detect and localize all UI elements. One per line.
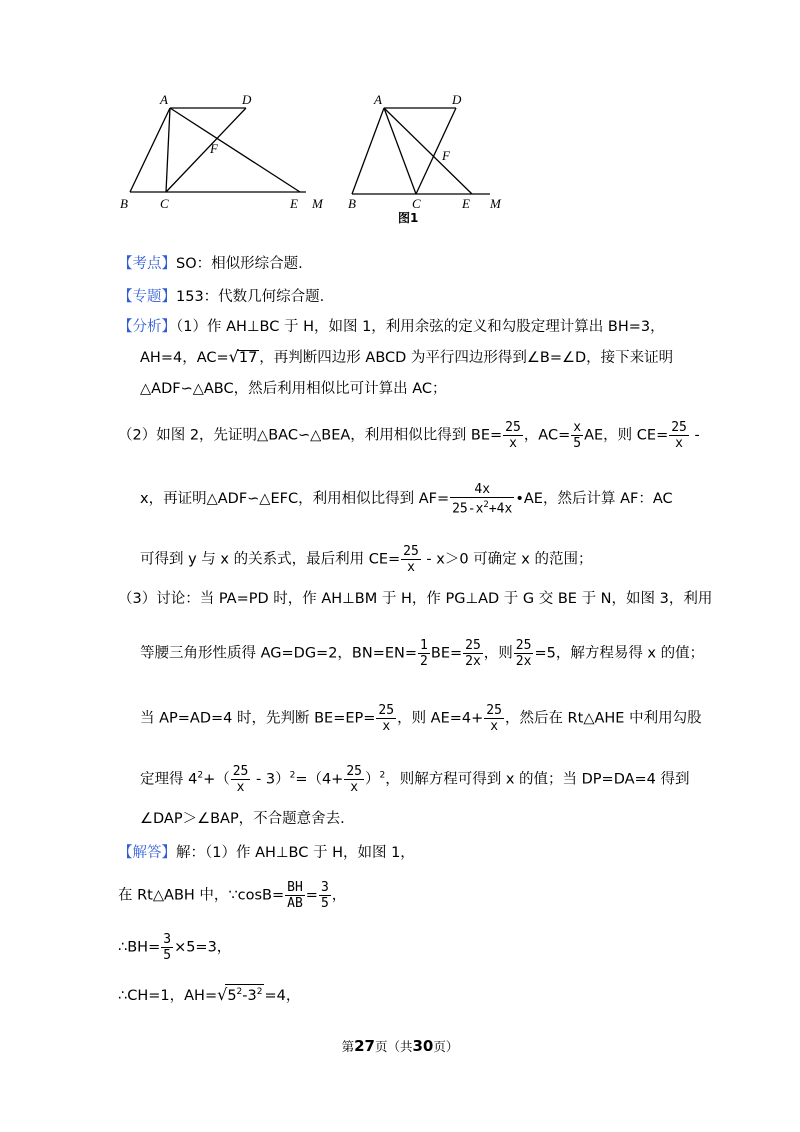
fraction xyxy=(484,703,504,734)
text: =5，解方程易得 x 的值； xyxy=(534,645,705,662)
fenxi-text: （1）作 AH⊥BC 于 H，如图 1，利用余弦的定义和勾股定理计算出 BH=3， xyxy=(176,319,665,335)
footer-text: 页） xyxy=(433,1039,459,1054)
denominator: x xyxy=(509,436,517,451)
part2-line-1 xyxy=(118,420,700,451)
sqrt-symbol: √ xyxy=(217,985,228,1004)
denominator: x xyxy=(350,780,359,795)
part3-line-2 xyxy=(140,638,704,669)
denominator: x xyxy=(382,719,391,734)
numerator: 25 xyxy=(515,638,532,653)
zhuanti-line xyxy=(118,286,324,308)
jieda-line-2 xyxy=(118,880,346,911)
fraction xyxy=(319,880,331,911)
part3-line-5 xyxy=(140,808,345,830)
exponent: 2 xyxy=(483,500,489,510)
label-C: C xyxy=(160,196,169,211)
denominator: AB xyxy=(287,896,303,911)
part3-line-4 xyxy=(140,764,690,795)
text: 当 AP=AD=4 时，先判断 BE=EP= xyxy=(140,710,376,727)
text: ∴CH=1，AH= xyxy=(118,988,218,1004)
numerator: 25 xyxy=(465,638,481,653)
denominator: 5 xyxy=(320,896,329,911)
text: ∴BH= xyxy=(118,939,161,956)
page-number: 27 xyxy=(354,1037,375,1055)
figure-left xyxy=(110,90,340,220)
label-M: M xyxy=(312,196,323,211)
text: ，则解方程可得到 x 的值；当 DP=DA=4 得到 xyxy=(385,771,690,788)
text: =（4+ xyxy=(295,771,344,788)
text: △ADF∽△ABC，然后利用相似比可计算出 AC； xyxy=(140,381,447,397)
numerator: 25 xyxy=(346,764,362,779)
denominator xyxy=(450,498,514,516)
fenxi-line-1 xyxy=(118,316,665,338)
sqrt-symbol: √ xyxy=(228,347,239,366)
label-D: D xyxy=(242,92,252,107)
text: ， xyxy=(331,887,347,904)
kaodian-line xyxy=(118,253,303,275)
text: - x＞0 可确定 x 的范围； xyxy=(421,551,593,568)
fraction xyxy=(503,420,523,451)
text: ，则 AE=4+ xyxy=(397,710,484,727)
text: ，AC= xyxy=(523,427,571,444)
kaodian-tag: 【考点】 xyxy=(118,256,176,272)
fraction xyxy=(401,544,421,575)
numerator: 25 xyxy=(232,764,249,779)
denominator: x xyxy=(490,719,499,734)
fraction xyxy=(161,932,173,963)
base: 5 xyxy=(227,988,237,1004)
text: AE，则 CE= xyxy=(584,427,669,444)
text: ） xyxy=(365,771,380,788)
total-pages: 30 xyxy=(412,1037,434,1055)
fenxi-tag: 【分析】 xyxy=(118,319,176,335)
label-E: E xyxy=(290,196,298,211)
numerator: 25 xyxy=(486,703,502,718)
fenxi-line-3 xyxy=(140,378,447,400)
fraction xyxy=(514,638,534,669)
text: 可得到 y 与 x 的关系式，最后利用 CE= xyxy=(140,551,401,568)
jieda-line-4 xyxy=(118,984,300,1007)
footer-text: 第 xyxy=(341,1039,355,1054)
zhuanti-text: 153：代数几何综合题. xyxy=(176,289,325,305)
exponent: 2 xyxy=(256,987,263,998)
denominator: x xyxy=(236,780,245,795)
text: ×5=3， xyxy=(174,939,232,956)
exponent: 2 xyxy=(379,770,386,781)
denominator: x xyxy=(407,560,415,575)
text: ，然后在 Rt△AHE 中利用勾股 xyxy=(504,710,702,727)
denominator: x xyxy=(675,436,683,451)
text: 等腰三角形性质得 AG=DG=2，BN=EN= xyxy=(140,645,418,662)
numerator: 25 xyxy=(505,420,521,435)
footer-text: 页（共 xyxy=(374,1039,413,1054)
text: = xyxy=(305,887,318,904)
part2-line-2 xyxy=(140,482,673,516)
text: （2）如图 2，先证明△BAC∽△BEA，利用相似比得到 BE= xyxy=(118,427,503,444)
numerator: x xyxy=(573,420,582,435)
label-D: D xyxy=(452,92,462,107)
numerator: 25 xyxy=(671,420,687,435)
text: - 3） xyxy=(251,771,290,788)
fenxi-line-2 xyxy=(140,346,673,369)
denominator: 2 xyxy=(420,654,428,669)
fraction xyxy=(669,420,689,451)
text: AH=4，AC= xyxy=(140,350,229,366)
part3-line-3 xyxy=(140,703,702,734)
fraction xyxy=(571,420,583,451)
exponent: 2 xyxy=(236,987,243,998)
kaodian-text: SO：相似形综合题. xyxy=(176,256,303,272)
exponent: 2 xyxy=(197,770,204,781)
sqrt-value: 17 xyxy=(238,350,258,366)
fraction xyxy=(285,880,305,911)
fraction xyxy=(231,764,251,795)
label-B: B xyxy=(120,196,128,211)
fraction xyxy=(344,764,364,795)
page-footer xyxy=(0,1037,800,1055)
jieda-line-1 xyxy=(118,842,415,864)
text: 解：（1）作 AH⊥BC 于 H，如图 1， xyxy=(176,845,415,861)
text: ∠DAP＞∠BAP，不合题意舍去. xyxy=(140,811,345,827)
sqrt-content xyxy=(225,984,264,1004)
denominator-part: +4x xyxy=(488,501,513,517)
numerator: 3 xyxy=(320,880,329,895)
numerator: BH xyxy=(287,880,303,895)
fraction xyxy=(450,482,514,516)
label-M: M xyxy=(490,196,501,211)
zhuanti-tag: 【专题】 xyxy=(118,289,176,305)
exponent: 2 xyxy=(289,770,296,781)
label-C: C xyxy=(412,196,421,211)
denominator: 2x xyxy=(465,654,481,669)
figure-right xyxy=(340,90,520,230)
text: =4， xyxy=(264,988,301,1004)
part2-line-3 xyxy=(140,544,592,575)
denominator-part: 25-x xyxy=(452,501,484,517)
text: ，则 xyxy=(483,645,513,662)
text: +（ xyxy=(203,771,230,788)
text: ，再判断四边形 ABCD 为平行四边形得到∠B=∠D，接下来证明 xyxy=(259,350,674,366)
label-A: A xyxy=(160,92,168,107)
denominator: 5 xyxy=(573,436,582,451)
jieda-tag: 【解答】 xyxy=(118,845,176,861)
numerator: 25 xyxy=(378,703,395,718)
numerator: 1 xyxy=(420,638,428,653)
text: BE= xyxy=(430,645,463,662)
label-F: F xyxy=(442,148,450,163)
numerator: 25 xyxy=(403,544,419,559)
label-A: A xyxy=(374,92,382,107)
fraction xyxy=(463,638,483,669)
jieda-line-3 xyxy=(118,932,231,963)
text: •AE，然后计算 AF：AC xyxy=(515,491,673,508)
label-B: B xyxy=(348,196,356,211)
text: - xyxy=(689,427,700,444)
base: -3 xyxy=(242,988,257,1004)
denominator: 2x xyxy=(515,654,532,669)
numerator: 4x xyxy=(450,482,514,498)
text: x，再证明△ADF∽△EFC，利用相似比得到 AF= xyxy=(140,491,450,508)
fraction xyxy=(418,638,430,669)
figure-caption: 图1 xyxy=(398,211,419,225)
label-E: E xyxy=(462,196,470,211)
text: （3）讨论：当 PA=PD 时，作 AH⊥BM 于 H，作 PG⊥AD 于 G 交 BE 于 N，如图 3，利用 xyxy=(118,591,713,607)
part3-line-1 xyxy=(118,588,712,610)
numerator: 3 xyxy=(163,932,172,947)
denominator: 5 xyxy=(163,948,172,963)
fraction xyxy=(376,703,396,734)
text: 定理得 4 xyxy=(140,771,198,788)
text: 在 Rt△ABH 中，∵cosB= xyxy=(118,887,285,904)
label-F: F xyxy=(210,141,218,156)
